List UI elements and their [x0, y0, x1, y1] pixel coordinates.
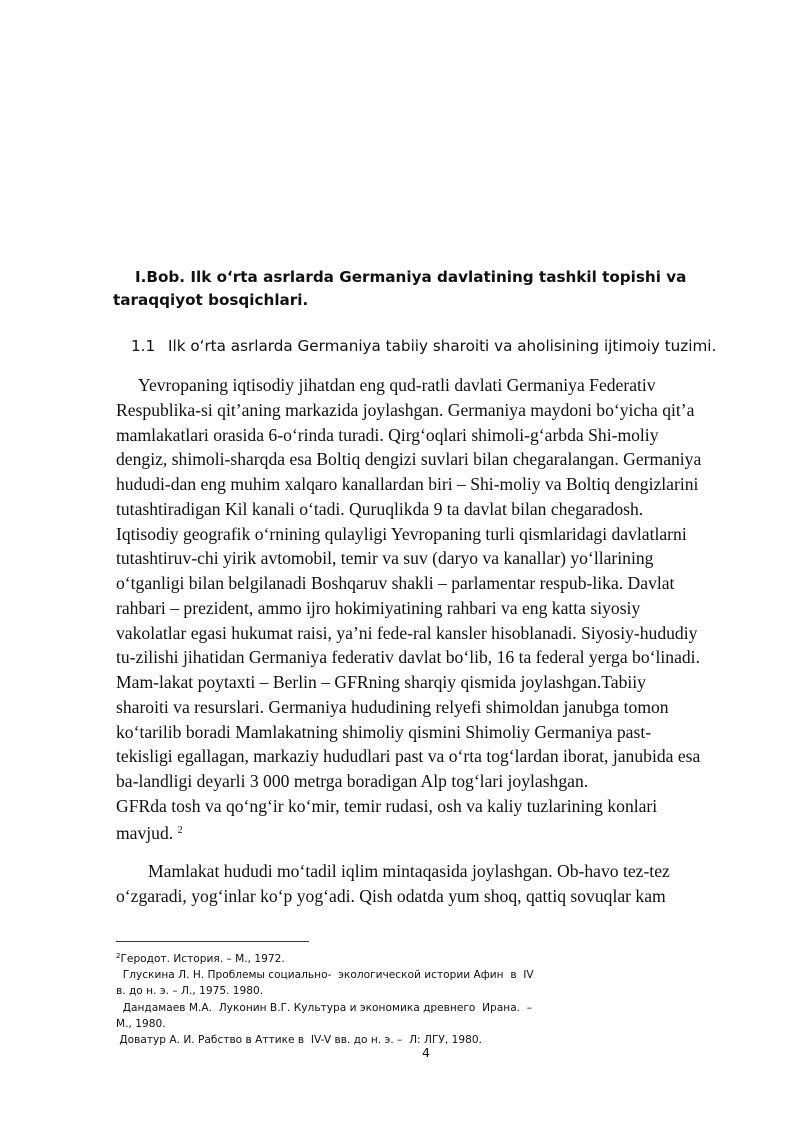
paragraph-line: rahbari – prezident, ammo ijro hokimiyatining rahbari va eng katta siyosiy	[116, 597, 641, 618]
paragraph-line: tutashtiradigan Kil kanali oʻtadi. Quruqlikda 9 ta davlat bilan chegaradosh.	[116, 498, 644, 519]
paragraph-line: tekisligi egallagan, markaziy hududlari past va oʻrta togʻlardan iborat, janubida esa	[116, 746, 701, 767]
paragraph-line: Respublika-si qit’aning markazida joylashgan. Germaniya maydoni boʻyicha qit’a	[116, 399, 695, 420]
paragraph-line: Yevropaning iqtisodiy jihatdan eng qud-ratli davlati Germaniya Federativ	[138, 375, 656, 395]
footnote-line: Дандамаев М.А. Луконин В.Г. Культура и экономика древнего Ирана. –	[116, 1001, 533, 1014]
paragraph-line: tu-zilishi jihatidan Germaniya federativ davlat boʻlib, 16 ta federal yerga boʻlinadi.	[116, 647, 700, 668]
paragraph-line: vakolatlar egasi hukumat raisi, ya’ni fede-ral kansler hisoblanadi. Siyosiy-hududiy	[116, 622, 698, 643]
paragraph-line: GFRda tosh va qoʻngʻir koʻmir, temir rudasi, osh va kaliy tuzlarining konlari	[116, 795, 658, 816]
paragraph-line: tutashtiruv-chi yirik avtomobil, temir va suv (daryo va kanallar) yoʻllarining	[116, 548, 654, 569]
footnote-separator	[116, 941, 309, 942]
paragraph-line: Mamlakat hududi moʻtadil iqlim mintaqasida joylashgan. Ob-havo tez-tez	[148, 861, 670, 881]
paragraph-line: dengiz, shimoli-sharqda esa Boltiq dengizi suvlari bilan chegaralangan. Germaniya	[116, 449, 702, 470]
paragraph-last-line	[116, 819, 696, 846]
paragraph-line: koʻtarilib boradi Mamlakatning shimoliy qismini Shimoliy Germaniya past-	[116, 721, 652, 742]
section-heading	[131, 335, 771, 357]
paragraph-line: hududi-dan eng muhim xalqaro kanallardan biri – Shi-moliy va Boltiq dengizlarini	[116, 474, 699, 494]
footnote-line: М., 1980.	[116, 1017, 166, 1030]
footnote-line: Доватур А. И. Рабство в Аттике в IV-V вв. до н. э. – Л: ЛГУ, 1980.	[116, 1034, 482, 1047]
chapter-title: I.Bob. Ilk oʻrta asrlarda Germaniya davlatining tashkil topishi va taraqqiyot bosqichlari.	[113, 268, 687, 309]
footnote-marker: 2	[116, 952, 121, 960]
paragraph-line: ba-landligi deyarli 3 000 metrga boradigan Alp togʻlari joylashgan.	[116, 771, 589, 791]
paragraph-line: mavjud.	[116, 822, 174, 843]
page-number: 4	[422, 1045, 430, 1060]
body-paragraph-1	[116, 373, 702, 845]
footnotes	[116, 948, 556, 1048]
paragraph-line: Mam-lakat poytaxti – Berlin – GFRning sharqiy qismida joylashgan.Tabiiy	[116, 672, 646, 692]
footnote-line: в. до н. э. – Л., 1975. 1980.	[116, 985, 264, 998]
paragraph-line: Iqtisodiy geografik oʻrnining qulayligi Yevropaning turli qismlaridagi davlatlarni	[116, 523, 687, 544]
footnote-line	[116, 948, 556, 967]
footnote-line: Глускина Л. Н. Проблемы социально- экологической истории Афин в IV	[116, 969, 534, 982]
paragraph-line: mamlakatlari orasida 6-oʻrinda turadi. Qirgʻoqlari shimoli-gʻarbda Shi-moliy	[116, 424, 659, 445]
section-number: 1.1	[131, 337, 156, 355]
footnote-reference[interactable]: 2	[177, 824, 183, 836]
paragraph-line: oʻtganligi bilan belgilanadi Boshqaruv shakli – parlamentar respub-lika. Davlat	[116, 573, 675, 593]
body-paragraph-2	[116, 859, 696, 909]
paragraph-line: sharoiti va resurslari. Germaniya hududining relyefi shimoldan janubga tomon	[116, 696, 669, 717]
section-title: Ilk oʻrta asrlarda Germaniya tabiiy sharoiti va aholisining ijtimoiy tuzimi.	[168, 337, 717, 355]
paragraph-line: oʻzgaradi, yogʻinlar koʻp yogʻadi. Qish odatda yum shoq, qattiq sovuqlar kam	[116, 885, 666, 906]
footnote-text: Геродот. История. – М., 1972.	[120, 953, 285, 965]
